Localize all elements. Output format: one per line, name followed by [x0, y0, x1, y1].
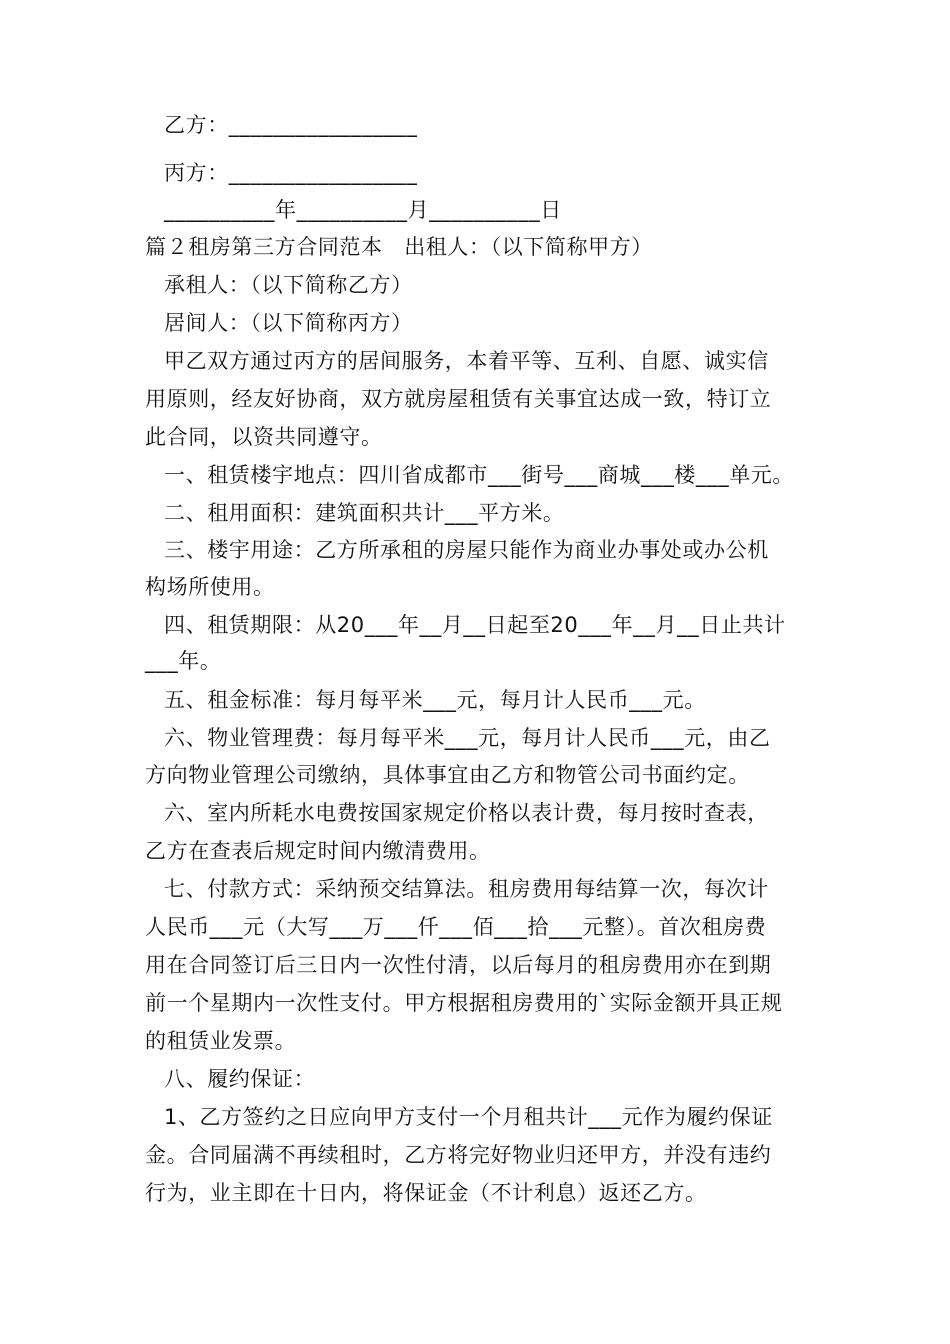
clause-payment-cont: 的租赁业发票。 — [145, 1029, 297, 1053]
party-b-line: 乙方：_________________ — [164, 113, 418, 137]
clause-location: 一、租赁楼宇地点：四川省成都市___街号___商城___楼___单元。 — [164, 463, 794, 487]
paragraph-line: 甲乙双方通过丙方的居间服务，本着平等、互利、自愿、诚实信 — [164, 349, 769, 373]
clause-property-fee: 六、物业管理费：每月每平米___元，每月计人民币___元，由乙 — [164, 726, 771, 750]
clause-payment-cont: 用在合同签订后三日内一次性付清，以后每月的租房费用亦在到期 — [145, 953, 772, 977]
clause-guarantee-1: 1、乙方签约之日应向甲方支付一个月租共计___元作为履约保证 — [164, 1105, 773, 1129]
clause-payment: 七、付款方式：采纳预交结算法。租房费用每结算一次，每次计 — [164, 877, 769, 901]
clause-payment-cont: 前一个星期内一次性支付。甲方根据租房费用的`实际金额开具正规 — [145, 991, 783, 1015]
clause-term-cont: ___年。 — [145, 649, 222, 673]
intermediary-line: 居间人：（以下简称丙方） — [164, 311, 413, 335]
clause-property-fee-cont: 方向物业管理公司缴纳，具体事宜由乙方和物管公司书面约定。 — [145, 763, 750, 787]
tenant-line: 承租人：（以下简称乙方） — [164, 273, 413, 297]
date-line: __________年__________月__________日 — [164, 198, 562, 222]
paragraph-line: 用原则，经友好协商，双方就房屋租赁有关事宜达成一致，特订立 — [145, 387, 772, 411]
clause-usage-cont: 构场所使用。 — [145, 575, 275, 599]
clause-rent: 五、租金标准：每月每平米___元，每月计人民币___元。 — [164, 688, 706, 712]
clause-term: 四、租赁期限：从20___年__月__日起至20___年__月__日止共计 — [164, 613, 786, 637]
clause-utilities-cont: 乙方在查表后规定时间内缴清费用。 — [145, 839, 491, 863]
clause-utilities: 六、室内所耗水电费按国家规定价格以表计费，每月按时查表， — [164, 801, 769, 825]
paragraph-line: 此合同，以资共同遵守。 — [145, 425, 383, 449]
clause-usage: 三、楼宇用途：乙方所承租的房屋只能作为商业办事处或办公机 — [164, 538, 769, 562]
party-c-line: 丙方：_________________ — [164, 161, 418, 185]
clause-guarantee-heading: 八、履约保证： — [164, 1067, 316, 1091]
clause-guarantee-1-cont: 金。合同届满不再续租时，乙方将完好物业归还甲方，并没有违约 — [145, 1143, 772, 1167]
clause-payment-cont: 人民币___元（大写___万___仟___佰___拾___元整）。首次租房费 — [145, 915, 767, 939]
clause-guarantee-1-cont: 行为，业主即在十日内，将保证金（不计利息）返还乙方。 — [145, 1181, 707, 1205]
clause-area: 二、租用面积：建筑面积共计___平方米。 — [164, 501, 565, 525]
section-heading: 篇２租房第三方合同范本 出租人：（以下简称甲方） — [145, 235, 653, 259]
